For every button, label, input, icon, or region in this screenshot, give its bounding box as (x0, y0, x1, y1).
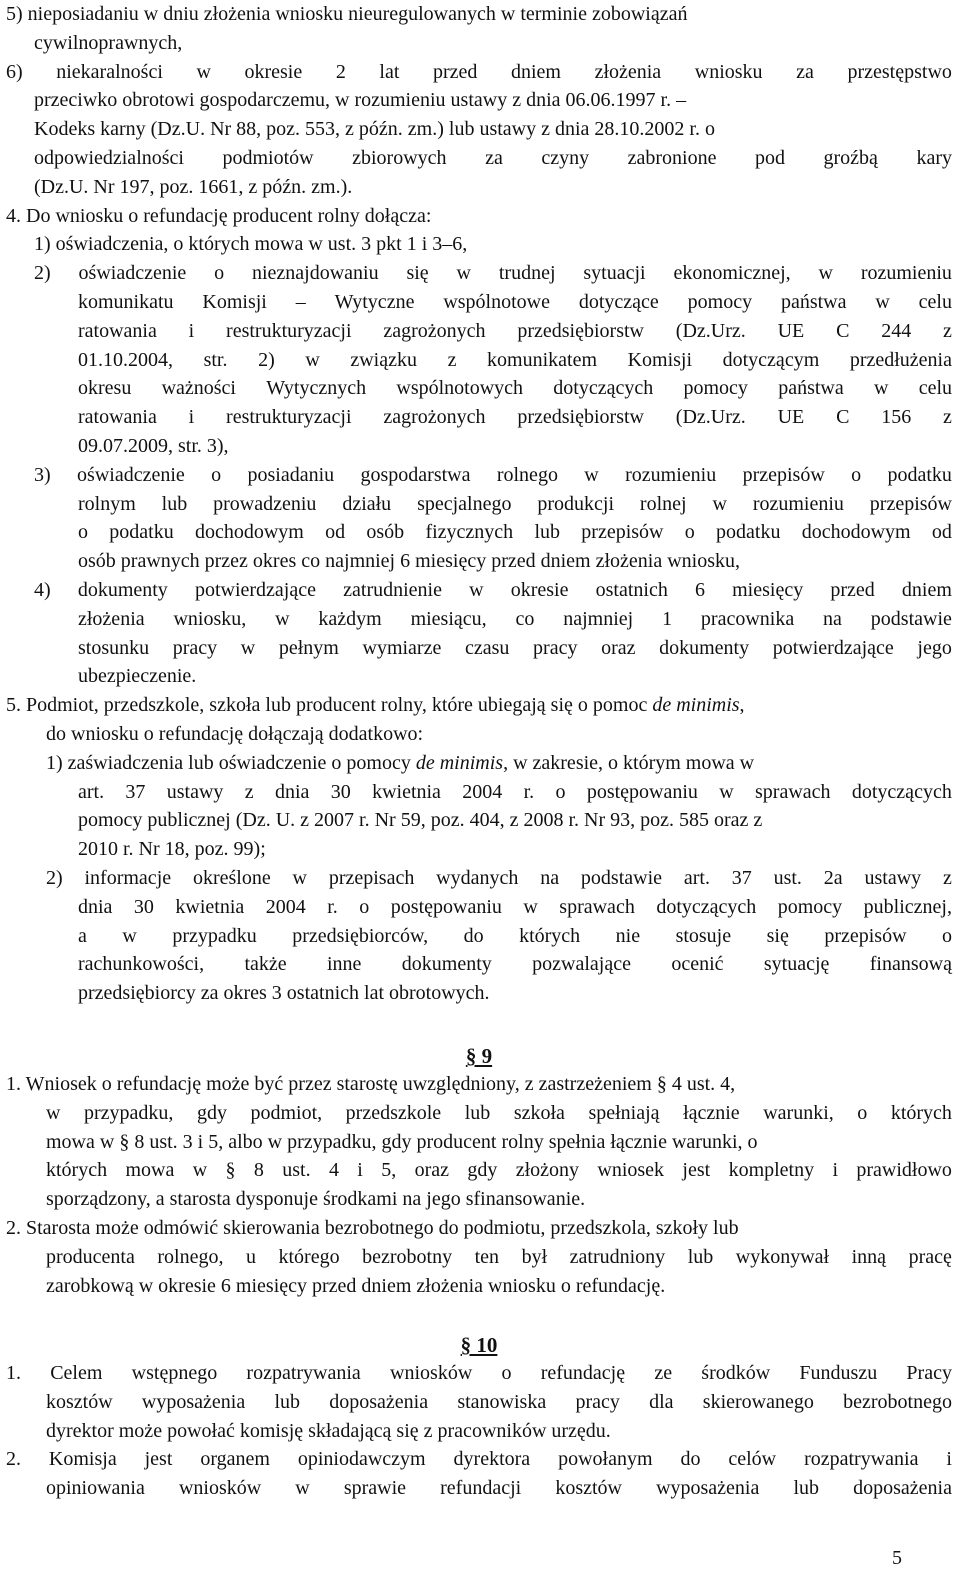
text-line: rolnym lub prowadzeniu działu specjalnego produkcji rolnej w rozumieniu przepisów (78, 492, 952, 515)
text-line: 6) niekaralności w okresie 2 lat przed dniem złożenia wniosku za przestępstwo (6, 60, 952, 83)
text-line: złożenia wniosku, w każdym miesiącu, co najmniej 1 pracownika na podstawie (78, 607, 952, 630)
text-line: 2. Starosta może odmówić skierowania bezrobotnego do podmiotu, przedszkola, szkoły lub (6, 1217, 739, 1239)
text-line: 09.07.2009, str. 3), (78, 435, 229, 457)
text-line: ratowania i restrukturyzacji zagrożonych przedsiębiorstw (Dz.Urz. UE C 156 z (78, 406, 952, 429)
text-line: odpowiedzialności podmiotów zbiorowych za czyny zabronione pod groźbą kary (34, 147, 952, 169)
section-heading-10: § 10 (460, 1333, 498, 1357)
text-line: sporządzony, a starosta dysponuje środkami na jego sfinansowanie. (46, 1188, 586, 1211)
text-line: art. 37 ustawy z dnia 30 kwietnia 2004 r. o postępowaniu w sprawach dotyczących (78, 780, 952, 803)
text-line: kosztów wyposażenia lub doposażenia stanowiska pracy dla skierowanego bezrobotnego (46, 1390, 952, 1413)
text-line: zarobkową w okresie 6 miesięcy przed dniem złożenia wniosku o refundację. (46, 1274, 666, 1297)
text-line: do wniosku o refundację dołączają dodatkowo: (46, 723, 424, 745)
text-line: rachunkowości, także inne dokumenty pozwalające ocenić sytuację finansową (78, 953, 952, 976)
text-line: przeciwko obrotowi gospodarczemu, w rozumieniu ustawy z dnia 06.06.1997 r. – (34, 89, 687, 112)
text-line: mowa w § 8 ust. 3 i 5, albo w przypadku, gdy producent rolny spełnia łącznie warunki, o (46, 1130, 758, 1153)
text-line: a w przypadku przedsiębiorców, do których nie stosuje się przepisów o (78, 924, 952, 947)
text-line: o podatku dochodowym od osób fizycznych lub przepisów o podatku dochodowym od (78, 521, 952, 544)
text-line: ratowania i restrukturyzacji zagrożonych przedsiębiorstw (Dz.Urz. UE C 244 z (78, 319, 952, 342)
text-line: 2) oświadczenie o nieznajdowaniu się w trudnej sytuacji ekonomicznej, w rozumieniu (34, 262, 952, 285)
text-line: 2010 r. Nr 18, poz. 99); (78, 838, 266, 861)
text-line: dnia 30 kwietnia 2004 r. o postępowaniu w sprawach dotyczących pomocy publicznej, (78, 895, 952, 918)
text-line: 1. Celem wstępnego rozpatrywania wniosków o refundację ze środków Funduszu Pracy (6, 1362, 952, 1384)
text-line: których mowa w § 8 ust. 4 i 5, oraz gdy złożony wniosek jest kompletny i prawidłowo (46, 1159, 952, 1182)
text-line: 01.10.2004, str. 2) w związku z komunikatem Komisji dotyczącym przedłużenia (78, 348, 952, 371)
page-number: 5 (892, 1547, 902, 1569)
text-line: 1) oświadczenia, o których mowa w ust. 3 pkt 1 i 3–6, (34, 233, 468, 256)
text-line: cywilnoprawnych, (34, 31, 183, 54)
text-line: producenta rolnego, u którego bezrobotny ten był zatrudniony lub wykonywał inną pracę (46, 1245, 952, 1268)
text-line: 2. Komisja jest organem opiniodawczym dyrektora powołanym do celów rozpatrywania i (6, 1448, 952, 1471)
text-line: 4. Do wniosku o refundację producent rolny dołącza: (6, 204, 432, 227)
text-line: 1. Wniosek o refundację może być przez starostę uwzględniony, z zastrzeżeniem § 4 ust. 4, (6, 1073, 736, 1095)
section-heading-9: § 9 (465, 1044, 493, 1068)
text-line: (Dz.U. Nr 197, poz. 1661, z późn. zm.). (34, 175, 353, 198)
text-line: 4) dokumenty potwierdzające zatrudnienie w okresie ostatnich 6 miesięcy przed dniem (34, 579, 952, 601)
text-line: 5) nieposiadaniu w dniu złożenia wniosku nieuregulowanych w terminie zobowiązań (6, 3, 688, 25)
text-line: przedsiębiorcy za okres 3 ostatnich lat obrotowych. (78, 982, 490, 1005)
text-line: w przypadku, gdy podmiot, przedszkole lub szkoła spełniają łącznie warunki, o których (46, 1101, 952, 1124)
text-line: okresu ważności Wytycznych wspólnotowych dotyczących pomocy państwa w celu (78, 377, 952, 400)
text-line: Kodeks karny (Dz.U. Nr 88, poz. 553, z późn. zm.) lub ustawy z dnia 28.10.2002 r. o (34, 118, 715, 141)
text-line: komunikatu Komisji – Wytyczne wspólnotowe dotyczące pomocy państwa w celu (78, 291, 952, 313)
text-line: ubezpieczenie. (78, 665, 197, 688)
text-line: stosunku pracy w pełnym wymiarze czasu pracy oraz dokumenty potwierdzające jego (78, 636, 952, 659)
text-line: 1) zaświadczenia lub oświadczenie o pomocy de minimis, w zakresie, o którym mowa w (46, 751, 755, 774)
text-line: 5. Podmiot, przedszkole, szkoła lub producent rolny, które ubiegają się o pomoc de minimis, (6, 694, 745, 717)
text-line: 3) oświadczenie o posiadaniu gospodarstwa rolnego w rozumieniu przepisów o podatku (34, 463, 952, 486)
text-line: 2) informacje określone w przepisach wydanych na podstawie art. 37 ust. 2a ustawy z (46, 867, 952, 889)
text-line: osób prawnych przez okres co najmniej 6 miesięcy przed dniem złożenia wniosku, (78, 550, 741, 573)
text-line: opiniowania wniosków w sprawie refundacji kosztów wyposażenia lub doposażenia (46, 1477, 952, 1500)
text-line: dyrektor może powołać komisję składającą się z pracowników urzędu. (46, 1419, 611, 1442)
text-line: pomocy publicznej (Dz. U. z 2007 r. Nr 59, poz. 404, z 2008 r. Nr 93, poz. 585 oraz z (78, 809, 763, 832)
